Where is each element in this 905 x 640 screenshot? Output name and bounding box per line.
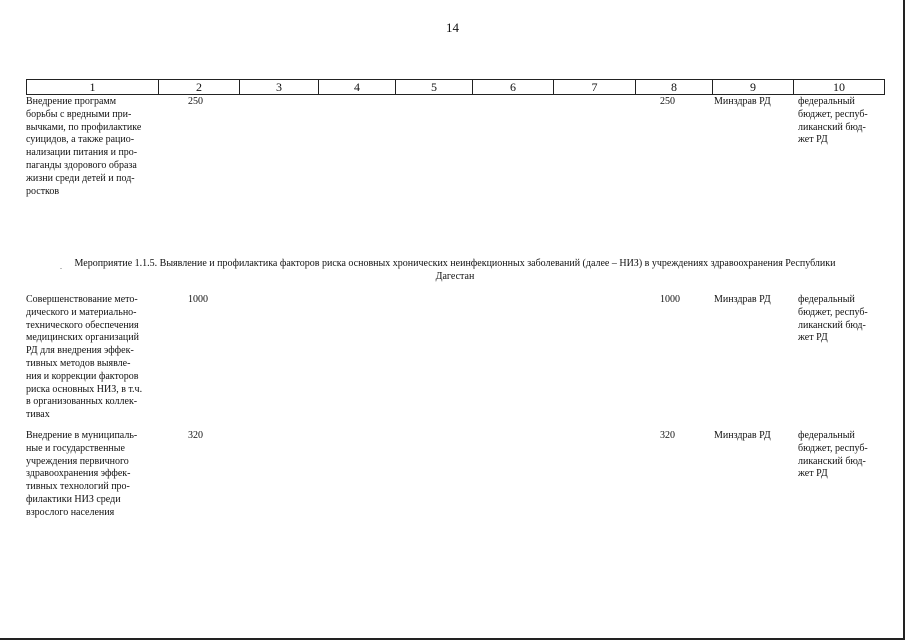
row-col2-value: 320 xyxy=(188,430,203,441)
row-funding-source: федеральный бюджет, респуб- ликанский бюд- жет РД xyxy=(798,294,868,344)
row-responsible: Минздрав РД xyxy=(714,430,771,441)
header-col-7: 7 xyxy=(554,80,636,94)
section-title: Мероприятие 1.1.5. Выявление и профилактика факторов риска основных хронических неинфекционных заболеваний (далее – НИЗ) в учреждениях здравоохранения Республики Дагестан xyxy=(74,258,836,282)
header-col-8: 8 xyxy=(636,80,713,94)
row-description: Совершенствование мето- дического и материально- технического обеспечения медицинских организаций РД для внедрения эффек- тивных методов выявле- ния и коррекции факторов риска основных НИЗ, в т.ч. в организованных коллек- тивах xyxy=(26,294,143,421)
row-funding-source: федеральный бюджет, респуб- ликанский бюд- жет РД xyxy=(798,96,868,146)
header-col-1: 1 xyxy=(27,80,159,94)
section-mark: . xyxy=(60,262,62,271)
header-col-10: 10 xyxy=(794,80,885,94)
page-number: 14 xyxy=(446,20,459,35)
row-col2-value: 1000 xyxy=(188,294,208,305)
row-responsible: Минздрав РД xyxy=(714,96,771,107)
row-description: Внедрение программ борьбы с вредными при- вычками, по профилактике суицидов, а также рацио- нализации питания и про- паганды здорового образа жизни среди детей и под- ростков xyxy=(26,96,142,197)
header-col-9: 9 xyxy=(713,80,794,94)
row-col2-value: 250 xyxy=(188,96,203,107)
row-col8-value: 250 xyxy=(660,96,675,107)
row-funding-source: федеральный бюджет, респуб- ликанский бюд- жет РД xyxy=(798,430,868,480)
header-col-2: 2 xyxy=(159,80,240,94)
row-responsible: Минздрав РД xyxy=(714,294,771,305)
header-col-5: 5 xyxy=(396,80,473,94)
table-header-row xyxy=(26,79,885,95)
header-col-6: 6 xyxy=(473,80,554,94)
row-col8-value: 320 xyxy=(660,430,675,441)
header-col-3: 3 xyxy=(240,80,319,94)
header-col-4: 4 xyxy=(319,80,396,94)
row-col8-value: 1000 xyxy=(660,294,680,305)
row-description: Внедрение в муниципаль- ные и государственные учреждения первичного здравоохранения эффек- тивных технологий про- филактики НИЗ среди взрослого населения xyxy=(26,430,138,518)
